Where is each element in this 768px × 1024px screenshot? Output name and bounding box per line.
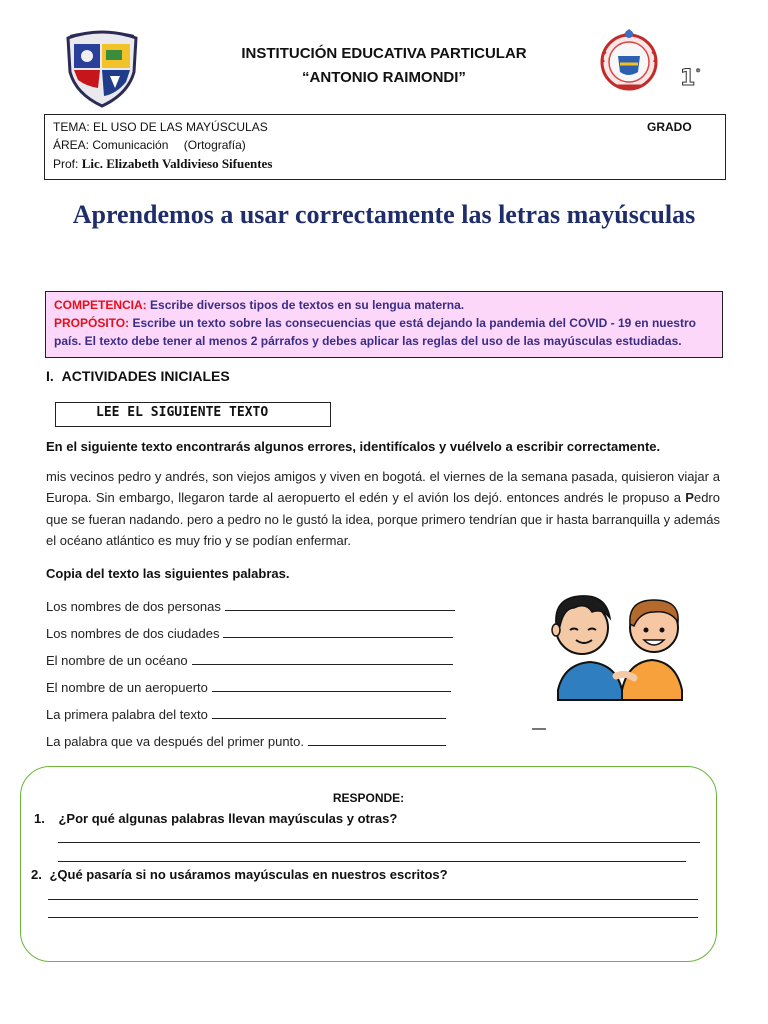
copy-item — [46, 733, 446, 749]
copy-item-label: Los nombres de dos ciudades — [46, 626, 220, 641]
question-2 — [31, 867, 448, 882]
question-text: ¿Qué pasaría si no usáramos mayúsculas en nuestros escritos? — [49, 867, 448, 882]
question-number: 2. — [31, 867, 42, 882]
area-label: ÁREA: — [53, 138, 90, 152]
competencia-box — [45, 291, 723, 358]
area-value: Comunicación — [92, 138, 169, 152]
answer-blank[interactable] — [212, 679, 451, 692]
copy-item — [46, 706, 446, 722]
answer-blank[interactable] — [223, 625, 453, 638]
copy-item — [46, 625, 453, 641]
grade-suffix: ° — [695, 66, 701, 80]
prof-label: Prof: — [53, 157, 79, 171]
question-text: ¿Por qué algunas palabras llevan mayúsculas y otras? — [58, 811, 398, 826]
passage-part1: mis vecinos pedro y andrés, son viejos amigos y viven en bogotá. el viernes de la semana pasada, quisieron viajar a Europa. Sin embargo, llegaron tarde al aeropuerto el edén y el avión los dejó. entonces andrés le propuso a — [46, 469, 720, 506]
area-extra: (Ortografía) — [183, 138, 246, 152]
answer-blank[interactable] — [192, 652, 453, 665]
two-boys-illustration — [530, 572, 710, 732]
tema-line — [53, 120, 268, 134]
tema-label: TEMA: — [53, 120, 90, 134]
copy-item — [46, 679, 451, 695]
copy-item-label: El nombre de un océano — [46, 653, 188, 668]
section-title: ACTIVIDADES INICIALES — [61, 368, 230, 384]
passage-bold-letter: P — [685, 490, 694, 506]
answer-blank[interactable] — [212, 706, 446, 719]
copy-item — [46, 598, 455, 614]
prof-name: Lic. Elizabeth Valdivieso Sifuentes — [81, 156, 273, 171]
competencia-label: COMPETENCIA: — [54, 298, 147, 312]
prof-line — [53, 156, 272, 172]
reading-passage — [46, 466, 720, 551]
responde-title: RESPONDE: — [332, 791, 405, 805]
school-name: “ANTONIO RAIMONDI” — [302, 69, 466, 86]
section-number: I. — [46, 368, 54, 384]
answer-line[interactable] — [58, 842, 700, 843]
copy-heading: Copia del texto las siguientes palabras. — [46, 566, 290, 581]
course-info-box — [44, 114, 726, 180]
page-title: Aprendemos a usar correctamente las letras mayúsculas — [72, 200, 696, 229]
proposito-line — [54, 314, 714, 350]
copy-item-label: La primera palabra del texto — [46, 707, 208, 722]
proposito-text: Escribe un texto sobre las consecuencias que está dejando la pandemia del COVID - 19 en nuestro país. El texto debe tener al menos 2 párrafos y debes aplicar las reglas del uso de las mayúsculas estudiadas. — [54, 316, 696, 348]
answer-line[interactable] — [48, 899, 698, 900]
tema-value: EL USO DE LAS MAYÚSCULAS — [93, 120, 268, 134]
proposito-label: PROPÓSITO: — [54, 316, 130, 330]
institution-name: INSTITUCIÓN EDUCATIVA PARTICULAR — [241, 45, 527, 62]
grade-mark — [680, 66, 701, 91]
illustration-caption-mark — [532, 728, 546, 730]
passage-part2: edro que se fueran nadando. pero a pedro no le gustó la idea, porque primero tendrían que ir hasta barranquilla y además el océano atlántico es muy frio y se podían enfermar. — [46, 490, 720, 548]
answer-line[interactable] — [58, 861, 686, 862]
copy-item-label: La palabra que va después del primer punto. — [46, 734, 305, 749]
grade-number: 1 — [680, 66, 696, 91]
question-number: 1. — [34, 811, 45, 826]
copy-item — [46, 652, 453, 668]
answer-line[interactable] — [48, 917, 698, 918]
reading-label-box: LEE EL SIGUIENTE TEXTO — [55, 402, 331, 427]
answer-blank[interactable] — [308, 733, 446, 746]
copy-item-label: El nombre de un aeropuerto — [46, 680, 208, 695]
answer-blank[interactable] — [225, 598, 455, 611]
grado-label: GRADO — [647, 120, 692, 134]
question-1 — [34, 811, 397, 826]
competencia-line — [54, 296, 714, 314]
copy-item-label: Los nombres de dos personas — [46, 599, 221, 614]
school-crest-logo — [62, 28, 142, 108]
instruction-text: En el siguiente texto encontrarás algunos errores, identifícalos y vuélvelo a escribir correctamente. — [46, 439, 661, 454]
area-line — [53, 138, 246, 152]
competencia-text: Escribe diversos tipos de textos en su lengua materna. — [150, 298, 465, 312]
section-heading — [46, 368, 230, 384]
